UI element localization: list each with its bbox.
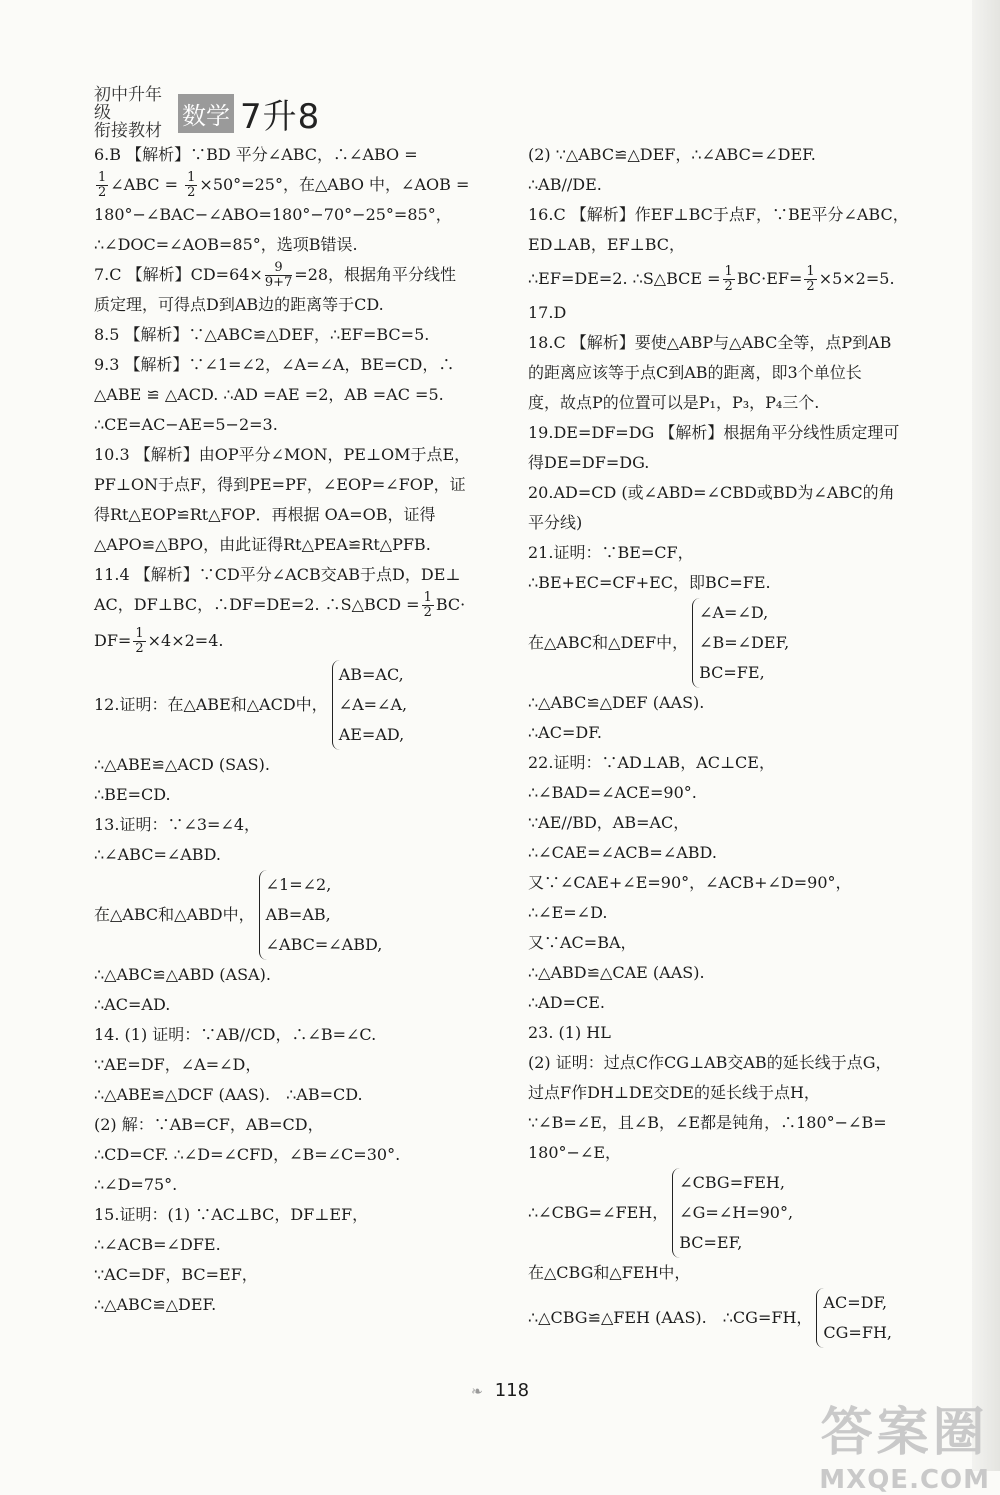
text-line: ∴△ABC≌△DEF. [94, 1295, 217, 1314]
text-line: ∴∠ABC=∠ABD. [94, 845, 221, 864]
text-line: ∴AD=CE. [528, 993, 605, 1012]
text-line: ∴CD=CF. ∴∠D=∠CFD，∠B=∠C=30°. [94, 1145, 401, 1164]
fraction: $\frac{1}{2}$ [724, 264, 733, 294]
text-line: 22.证明：∵AD⊥AB，AC⊥CE， [528, 753, 775, 772]
text-line: 10.3 【解析】由OP平分∠MON，PE⊥OM于点E， [94, 445, 471, 464]
text-line: 6.B 【解析】∵BD 平分∠ABC，∴∠ABO = [94, 145, 418, 164]
equation-system: ∴△CBG≌△FEH (AAS). ∴CG=FH， AC=DF, CG=FH, [528, 1288, 928, 1348]
fraction: $\frac{1}{2}$ [98, 170, 107, 200]
page-edge [972, 0, 1000, 1471]
text-line: 23. (1) HL [528, 1023, 611, 1042]
text-line: 11.4 【解析】∵CD平分∠ACB交AB于点D，DE⊥ [94, 565, 461, 584]
text-line: ∴∠E=∠D. [528, 903, 608, 922]
fraction: $\frac{1}{2}$ [187, 170, 196, 200]
right-column [528, 140, 928, 1348]
text-line: ∴∠BAD=∠ACE=90°. [528, 783, 697, 802]
text-line: 得DE=DF=DG. [528, 453, 650, 472]
equation-system: 12.证明：在△ABE和△ACD中， AB=AC, ∠A=∠A, AE=AD, [94, 660, 494, 750]
text-line: (2) ∵△ABC≌△DEF，∴∠ABC=∠DEF. [528, 145, 816, 164]
text-line: ∴∠ACB=∠DFE. [94, 1235, 221, 1254]
text-line: AC，DF⊥BC，∴DF=DE=2. ∴S△BCD = $\frac{1}{2}$ BC· [94, 590, 466, 620]
text-line: $\frac{1}{2}$ ∠ABC = $\frac{1}{2}$ ×50°=25°，在△ABO 中，∠AOB = [98, 170, 470, 200]
text-line: ∵∠B=∠E，且∠B，∠E都是钝角，∴180°−∠B= [528, 1113, 887, 1132]
text-line: 的距离应该等于点C到AB的距离，即3个单位长 [528, 363, 862, 382]
text-line: PF⊥ON于点F，得到PE=PF，∠EOP=∠FOP，证 [94, 475, 466, 494]
text-line: △APO≌△BPO，由此证得Rt△PEA≌Rt△PFB. [94, 535, 431, 554]
text-line: 9.3 【解析】∵∠1=∠2，∠A=∠A，BE=CD，∴ [94, 355, 455, 374]
text-line: ∴AC=AD. [94, 995, 171, 1014]
text-line: ∵AE=DF，∠A=∠D， [94, 1055, 262, 1074]
fraction: $\frac{1}{2}$ [135, 626, 144, 656]
text-line: 13.证明：∵∠3=∠4， [94, 815, 261, 834]
watermark-logo: 答案圈 MXQE.COM [819, 1403, 990, 1495]
text-line: 在△CBG和△FEH中， [528, 1263, 691, 1282]
fraction: $\frac{1}{2}$ [806, 264, 815, 294]
series-label: 初中升年级 衔接教材 [94, 85, 162, 141]
text-line: ∴∠CAE=∠ACB=∠ABD. [528, 843, 717, 862]
equation-system: ∴∠CBG=∠FEH， ∠CBG=FEH, ∠G=∠H=90°, BC=EF, [528, 1168, 928, 1258]
grade-label: 7升8 [240, 96, 321, 137]
text-line: (2) 解：∵AB=CF，AB=CD， [94, 1115, 324, 1134]
text-line: DF= $\frac{1}{2}$ ×4×2=4. [94, 626, 224, 656]
text-line: ∴AB//DE. [528, 175, 602, 194]
text-line: 过点F作DH⊥DE交DE的延长线于点H， [528, 1083, 820, 1102]
fraction: $\frac{9}{9+7}$ [264, 260, 293, 290]
equation-system: 在△ABC和△ABD中， ∠1=∠2, AB=AB, ∠ABC=∠ABD, [94, 870, 494, 960]
text-line: ∴△ABD≌△CAE (AAS). [528, 963, 705, 982]
text-line: 又∵∠CAE+∠E=90°，∠ACB+∠D=90°， [528, 873, 852, 892]
text-line: 质定理，可得点D到AB边的距离等于CD. [94, 295, 384, 314]
text-line: 21.证明：∵BE=CF， [528, 543, 694, 562]
page-number: 118 [494, 1380, 530, 1401]
text-line: (2) 证明：过点C作CG⊥AB交AB的延长线于点G， [528, 1053, 892, 1072]
text-line: ∴△ABE≌△ACD (SAS). [94, 755, 270, 774]
fraction: $\frac{1}{2}$ [423, 590, 432, 620]
text-line: 19.DE=DF=DG 【解析】根据角平分线性质定理可 [528, 423, 900, 442]
text-line: ∴△ABC≌△ABD (ASA). [94, 965, 271, 984]
text-line: ∴∠DOC=∠AOB=85°，选项B错误. [94, 235, 358, 254]
text-line: ∴CE=AC−AE=5−2=3. [94, 415, 278, 434]
text-line: ∴△ABC≌△DEF (AAS). [528, 693, 705, 712]
text-line: 平分线) [528, 513, 583, 532]
text-line: ∴EF=DE=2. ∴S△BCE = $\frac{1}{2}$ BC·EF= $\frac{1}{2}$ ×5×2=5. [528, 264, 895, 294]
left-column [94, 140, 494, 1320]
text-line: △ABE ≌ △ACD. ∴AD =AE =2，AB =AC =5. [94, 385, 444, 404]
text-line: 20.AD=CD (或∠ABD=∠CBD或BD为∠ABC的角 [528, 483, 895, 502]
text-line: ∴BE=CD. [94, 785, 171, 804]
text-line: ED⊥AB，EF⊥BC， [528, 235, 685, 254]
text-line: ∴BE+EC=CF+EC，即BC=FE. [528, 573, 771, 592]
text-line: 180°−∠BAC−∠ABO=180°−70°−25°=85°， [94, 205, 452, 224]
text-line: 又∵AC=BA， [528, 933, 637, 952]
book-header [94, 86, 320, 140]
text-line: 15.证明：(1) ∵AC⊥BC，DF⊥EF， [94, 1205, 369, 1224]
leaf-icon: ❧ [470, 1384, 483, 1400]
text-line: 14. (1) 证明：∵AB//CD，∴∠B=∠C. [94, 1025, 377, 1044]
text-line: ∵AC=DF，BC=EF， [94, 1265, 258, 1284]
subject-label: 数学 [178, 94, 234, 133]
text-line: ∴AC=DF. [528, 723, 602, 742]
text-line: ∴∠D=75°. [94, 1175, 178, 1194]
text-line: ∴△ABE≌△DCF (AAS). ∴AB=CD. [94, 1085, 363, 1104]
text-line: 17.D [528, 303, 567, 322]
text-line: 度，故点P的位置可以是P₁，P₃，P₄三个. [528, 393, 820, 412]
text-line: 7.C 【解析】CD=64× $\frac{9}{9+7}$ =28，根据角平分线性 [94, 260, 457, 290]
text-line: ∵AE//BD，AB=AC， [528, 813, 690, 832]
equation-system: 在△ABC和△DEF中， ∠A=∠D, ∠B=∠DEF, BC=FE, [528, 598, 928, 688]
text-line: 8.5 【解析】∵△ABC≌△DEF，∴EF=BC=5. [94, 325, 430, 344]
text-line: 16.C 【解析】作EF⊥BC于点F，∵BE平分∠ABC， [528, 205, 909, 224]
text-line: 180°−∠E， [528, 1143, 622, 1162]
text-line: 18.C 【解析】要使△ABP与△ABC全等，点P到AB [528, 333, 892, 352]
text-line: 得Rt△EOP≌Rt△FOP．再根据 OA=OB，证得 [94, 505, 436, 524]
